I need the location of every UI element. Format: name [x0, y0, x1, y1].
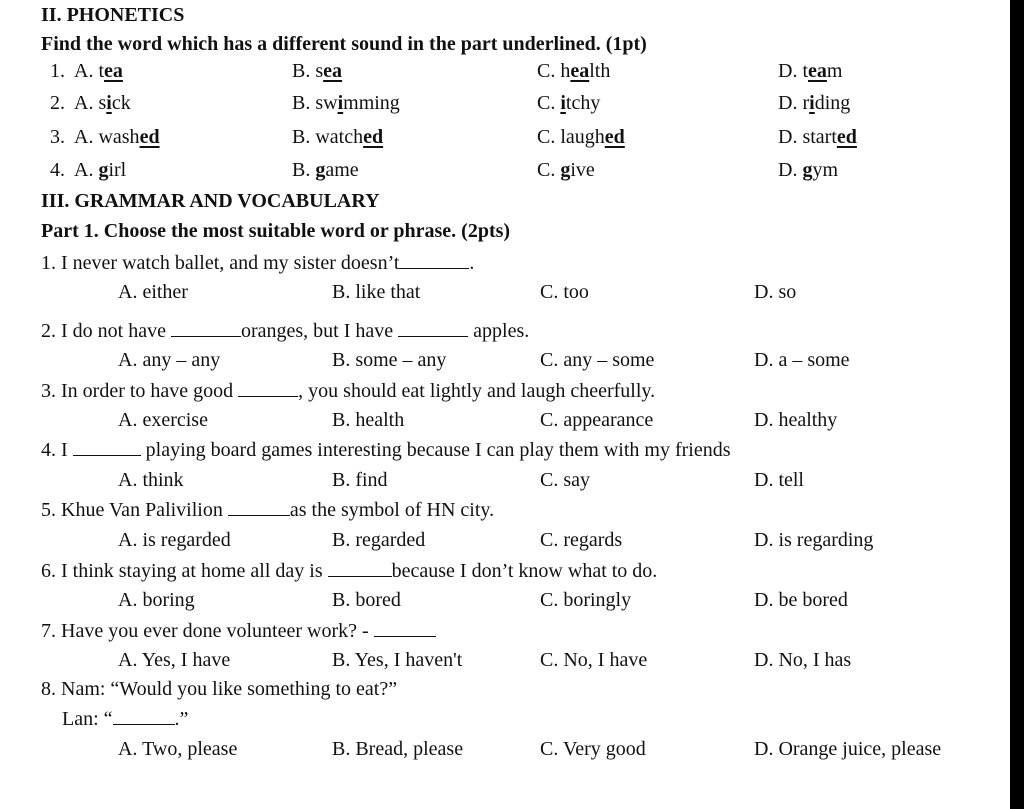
- answer-option[interactable]: [74, 59, 123, 83]
- underlined-part: i: [560, 92, 566, 114]
- option-letter: C.: [537, 126, 556, 148]
- answer-blank[interactable]: [398, 318, 468, 337]
- question-number: 1.: [50, 60, 65, 82]
- word-part: watch: [315, 126, 364, 148]
- answer-option[interactable]: C. Very good: [540, 738, 646, 760]
- underlined-part: ea: [808, 60, 827, 82]
- word-part: sw: [315, 92, 338, 114]
- answer-option[interactable]: A. Yes, I have: [118, 649, 231, 671]
- option-letter: D.: [778, 60, 798, 82]
- answer-option[interactable]: B. like that: [332, 281, 421, 303]
- word-part: wash: [98, 126, 140, 148]
- answer-option[interactable]: [778, 91, 850, 115]
- answer-option[interactable]: D. a – some: [754, 349, 850, 371]
- word-part: ame: [325, 159, 359, 181]
- word-part: t: [802, 60, 809, 82]
- answer-option[interactable]: B. find: [332, 469, 388, 491]
- word-part: m: [826, 60, 843, 82]
- answer-option[interactable]: [74, 91, 131, 115]
- option-letter: C.: [537, 60, 556, 82]
- option-letter: B.: [292, 126, 311, 148]
- answer-option[interactable]: B. regarded: [332, 529, 426, 551]
- underlined-part: ed: [139, 126, 160, 148]
- answer-option[interactable]: D. is regarding: [754, 529, 874, 551]
- option-letter: C.: [537, 92, 556, 114]
- option-letter: B.: [292, 92, 311, 114]
- answer-option[interactable]: C. any – some: [540, 349, 655, 371]
- answer-blank[interactable]: [73, 437, 141, 456]
- answer-option[interactable]: C. No, I have: [540, 649, 648, 671]
- answer-option[interactable]: A. any – any: [118, 349, 221, 371]
- underlined-part: g: [98, 159, 109, 181]
- answer-option[interactable]: [778, 125, 857, 149]
- answer-option[interactable]: A. either: [118, 281, 188, 303]
- word-part: lth: [589, 60, 611, 82]
- option-letter: A.: [74, 159, 94, 181]
- part1-instruction: Part 1. Choose the most suitable word or phrase. (2pts): [41, 220, 511, 242]
- option-letter: C.: [537, 159, 556, 181]
- option-letter: A.: [74, 92, 94, 114]
- underlined-part: i: [337, 92, 344, 114]
- question-number: 3.: [50, 126, 65, 148]
- word-part: laugh: [560, 126, 605, 148]
- answer-option[interactable]: D. No, I has: [754, 649, 852, 671]
- question-number: 2.: [50, 92, 65, 114]
- option-letter: B.: [292, 159, 311, 181]
- underlined-part: ea: [570, 60, 590, 82]
- question-stem: 8. Nam: “Would you like something to eat?”: [41, 678, 398, 700]
- word-part: start: [802, 126, 837, 148]
- word-part: ive: [570, 159, 595, 181]
- answer-option[interactable]: [292, 91, 400, 115]
- answer-option[interactable]: [537, 158, 595, 182]
- underlined-part: ed: [836, 126, 857, 148]
- word-part: ym: [812, 159, 839, 181]
- question-stem-continued: Lan: “ .”: [62, 708, 189, 730]
- word-part: ding: [814, 92, 851, 114]
- question-number: 4.: [50, 159, 65, 181]
- answer-blank[interactable]: [399, 250, 469, 269]
- option-letter: D.: [778, 159, 798, 181]
- answer-option[interactable]: B. bored: [332, 589, 401, 611]
- underlined-part: i: [106, 92, 112, 114]
- answer-option[interactable]: A. think: [118, 469, 184, 491]
- answer-blank[interactable]: [328, 558, 392, 577]
- answer-option[interactable]: C. regards: [540, 529, 623, 551]
- right-border: [1010, 0, 1024, 809]
- underlined-part: ed: [604, 126, 625, 148]
- underlined-part: g: [802, 159, 813, 181]
- answer-option[interactable]: [778, 158, 838, 182]
- answer-option[interactable]: C. boringly: [540, 589, 632, 611]
- section-heading-grammar: III. GRAMMAR AND VOCABULARY: [41, 190, 380, 212]
- answer-blank[interactable]: [374, 618, 436, 637]
- answer-blank[interactable]: [228, 497, 290, 516]
- answer-option[interactable]: C. appearance: [540, 409, 654, 431]
- word-part: mming: [343, 92, 400, 114]
- question-stem: 6. I think staying at home all day is because I don’t know what to do.: [41, 560, 658, 582]
- word-part: t: [98, 60, 105, 82]
- question-stem: 7. Have you ever done volunteer work? -: [41, 618, 436, 643]
- answer-option[interactable]: B. health: [332, 409, 405, 431]
- option-letter: A.: [74, 126, 94, 148]
- answer-option[interactable]: A. boring: [118, 589, 195, 611]
- section-heading-phonetics: II. PHONETICS: [41, 4, 185, 26]
- option-letter: A.: [74, 60, 94, 82]
- option-letter: D.: [778, 126, 798, 148]
- option-letter: D.: [778, 92, 798, 114]
- answer-option[interactable]: [537, 91, 600, 115]
- question-stem: 1. I never watch ballet, and my sister doesn’t .: [41, 252, 475, 274]
- answer-option[interactable]: [537, 59, 610, 83]
- word-part: ck: [111, 92, 131, 114]
- answer-option[interactable]: [292, 158, 359, 182]
- word-part: h: [560, 60, 571, 82]
- answer-option[interactable]: D. be bored: [754, 589, 848, 611]
- answer-blank[interactable]: [238, 378, 298, 397]
- word-part: tchy: [565, 92, 601, 114]
- word-part: s: [315, 60, 324, 82]
- answer-option[interactable]: D. Orange juice, please: [754, 738, 942, 760]
- option-letter: B.: [292, 60, 311, 82]
- question-stem: 2. I do not have oranges, but I have apples.: [41, 320, 530, 342]
- underlined-part: i: [809, 92, 815, 114]
- word-part: irl: [108, 159, 127, 181]
- answer-option[interactable]: A. exercise: [118, 409, 208, 431]
- answer-option[interactable]: D. so: [754, 281, 797, 303]
- question-stem: 4. I playing board games interesting because I can play them with my friends: [41, 439, 731, 461]
- answer-option[interactable]: C. say: [540, 469, 590, 491]
- underlined-part: g: [315, 159, 326, 181]
- answer-option[interactable]: A. is regarded: [118, 529, 231, 551]
- answer-option[interactable]: C. too: [540, 281, 589, 303]
- underlined-part: ea: [104, 60, 123, 82]
- answer-option[interactable]: D. healthy: [754, 409, 838, 431]
- answer-option[interactable]: B. Yes, I haven't: [332, 649, 463, 671]
- answer-option[interactable]: [778, 59, 842, 83]
- answer-option[interactable]: A. Two, please: [118, 738, 238, 760]
- answer-blank[interactable]: [113, 706, 175, 725]
- answer-option[interactable]: B. Bread, please: [332, 738, 464, 760]
- answer-option[interactable]: D. tell: [754, 469, 804, 491]
- underlined-part: ea: [323, 60, 343, 82]
- underlined-part: g: [560, 159, 571, 181]
- question-stem: 3. In order to have good , you should eat lightly and laugh cheerfully.: [41, 380, 656, 402]
- phonetics-instruction: Find the word which has a different sound in the part underlined. (1pt): [41, 33, 647, 55]
- answer-option[interactable]: B. some – any: [332, 349, 447, 371]
- underlined-part: ed: [363, 126, 384, 148]
- word-part: r: [802, 92, 810, 114]
- answer-option[interactable]: [292, 59, 342, 83]
- answer-blank[interactable]: [171, 318, 241, 337]
- question-stem: 5. Khue Van Palivilion as the symbol of HN city.: [41, 499, 495, 521]
- word-part: s: [98, 92, 107, 114]
- answer-option[interactable]: [292, 125, 383, 149]
- answer-option[interactable]: [537, 125, 625, 149]
- answer-option[interactable]: [74, 125, 160, 149]
- answer-option[interactable]: [74, 158, 126, 182]
